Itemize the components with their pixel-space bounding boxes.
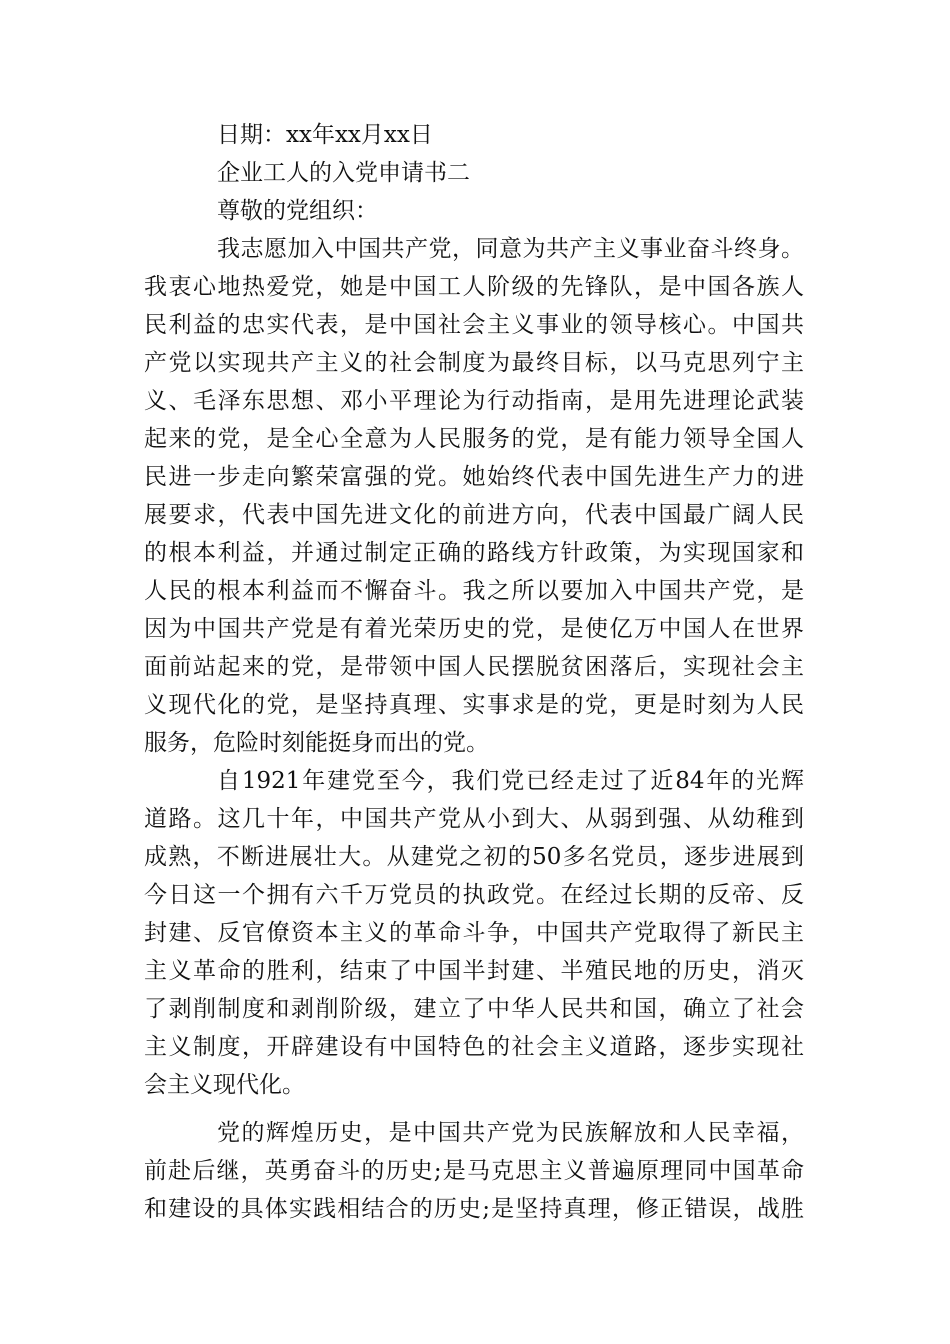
paragraph-2-line: 封建、反官僚资本主义的革命斗争，中国共产党取得了新民主	[144, 920, 804, 946]
paragraph-1-line: 义现代化的党，是坚持真理、实事求是的党，更是时刻为人民	[144, 692, 804, 718]
paragraph-1-line: 展要求，代表中国先进文化的前进方向，代表中国最广阔人民	[144, 502, 804, 528]
paragraph-1-line: 起来的党，是全心全意为人民服务的党，是有能力领导全国人	[144, 426, 804, 452]
paragraph-2-line: 主义制度，开辟建设有中国特色的社会主义道路，逐步实现社	[144, 1034, 804, 1060]
paragraph-1-line: 义、毛泽东思想、邓小平理论为行动指南，是用先进理论武装	[144, 388, 804, 414]
paragraph-1-line: 人民的根本利益而不懈奋斗。我之所以要加入中国共产党，是	[144, 578, 804, 604]
paragraph-2-line: 主义革命的胜利，结束了中国半封建、半殖民地的历史，消灭	[144, 958, 804, 984]
paragraph-2-line: 自1921年建党至今，我们党已经走过了近84年的光辉	[217, 768, 804, 794]
date-line: 日期：xx年xx月xx日	[217, 122, 433, 148]
paragraph-2-line: 成熟，不断进展壮大。从建党之初的50多名党员，逐步进展到	[144, 844, 804, 870]
paragraph-2-line: 了剥削制度和剥削阶级，建立了中华人民共和国，确立了社会	[144, 996, 804, 1022]
document-title: 企业工人的入党申请书二	[217, 160, 470, 186]
paragraph-1-line: 的根本利益，并通过制定正确的路线方针政策，为实现国家和	[144, 540, 804, 566]
paragraph-2-line: 会主义现代化。	[144, 1072, 305, 1098]
paragraph-1-line: 因为中国共产党是有着光荣历史的党，是使亿万中国人在世界	[144, 616, 804, 642]
paragraph-3-line: 党的辉煌历史，是中国共产党为民族解放和人民幸福，	[217, 1120, 804, 1146]
paragraph-2-line: 道路。这几十年，中国共产党从小到大、从弱到强、从幼稚到	[144, 806, 804, 832]
paragraph-1-line: 民进一步走向繁荣富强的党。她始终代表中国先进生产力的进	[144, 464, 804, 490]
paragraph-1-line: 服务，危险时刻能挺身而出的党。	[144, 730, 489, 756]
paragraph-1-line: 面前站起来的党，是带领中国人民摆脱贫困落后，实现社会主	[144, 654, 804, 680]
paragraph-2-line: 今日这一个拥有六千万党员的执政党。在经过长期的反帝、反	[144, 882, 804, 908]
paragraph-1-line: 我衷心地热爱党，她是中国工人阶级的先锋队，是中国各族人	[144, 274, 804, 300]
paragraph-3-line: 和建设的具体实践相结合的历史;是坚持真理，修正错误，战胜	[144, 1196, 804, 1222]
paragraph-3-line: 前赴后继，英勇奋斗的历史;是马克思主义普遍原理同中国革命	[144, 1158, 804, 1184]
paragraph-1-line: 产党以实现共产主义的社会制度为最终目标，以马克思列宁主	[144, 350, 804, 376]
paragraph-1-line: 民利益的忠实代表，是中国社会主义事业的领导核心。中国共	[144, 312, 804, 338]
salutation: 尊敬的党组织：	[217, 198, 378, 224]
paragraph-1-line: 我志愿加入中国共产党，同意为共产主义事业奋斗终身。	[217, 236, 804, 262]
